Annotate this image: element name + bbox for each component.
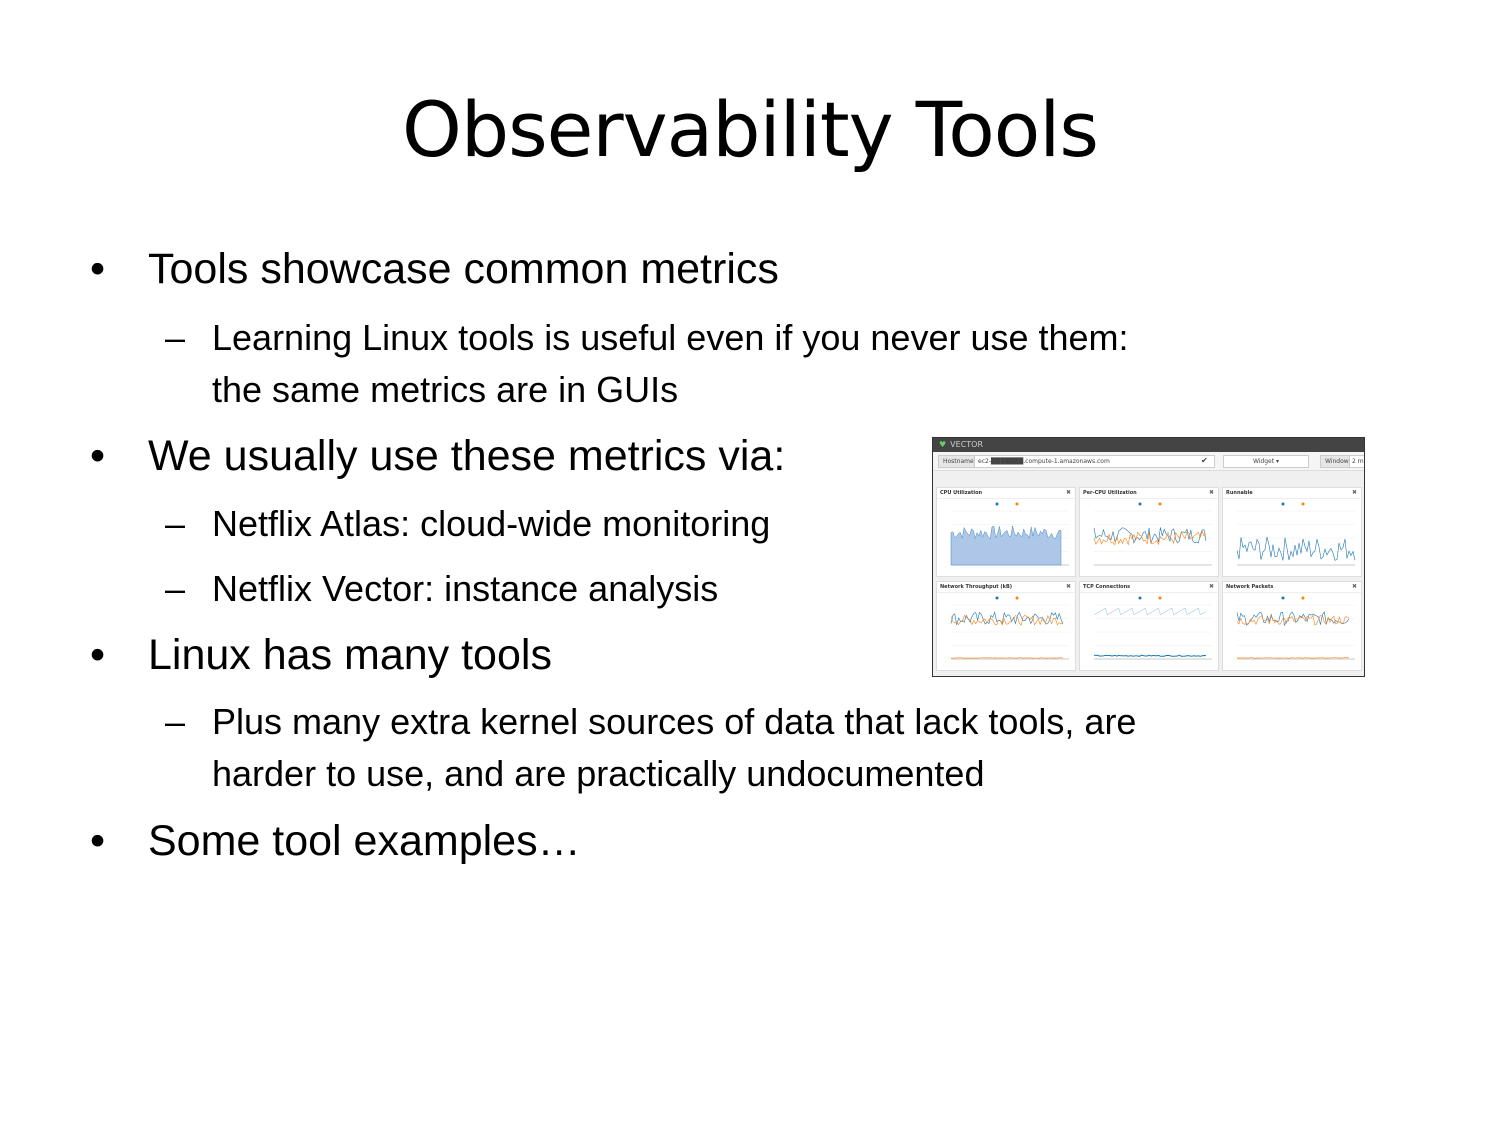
close-icon[interactable]: ✖ [1208, 583, 1214, 590]
legend-dot [1282, 597, 1285, 600]
panel-chart [1223, 499, 1361, 576]
line-series [951, 615, 1063, 625]
subbullet-text: the same metrics are in GUIs [212, 369, 679, 410]
subbullet-text: Netflix Vector: instance analysis [212, 568, 719, 609]
panel-title: CPU Utilization [940, 490, 983, 496]
line-series [1237, 658, 1349, 659]
bullet-text: We usually use these metrics via: [148, 432, 786, 480]
close-icon[interactable]: ✖ [1065, 489, 1071, 496]
slide-title: Observability Tools [402, 85, 1098, 174]
panel-network-throughput [936, 581, 1076, 671]
legend-dot [1159, 503, 1162, 506]
legend-dot [1159, 597, 1162, 600]
vector-header [933, 438, 1364, 452]
hostname-label: Hostname [938, 455, 979, 468]
dash-marker: – [165, 503, 186, 544]
panel-chart [937, 593, 1075, 670]
subbullet-text: Learning Linux tools is useful even if you never use them: [212, 317, 1129, 358]
legend-dot [996, 503, 999, 506]
legend-dot [1016, 503, 1019, 506]
widget-dropdown[interactable]: Widget ▾ [1223, 455, 1309, 468]
panel-chart [1080, 593, 1218, 670]
legend-dot [1139, 503, 1142, 506]
close-icon[interactable]: ✖ [1208, 489, 1214, 496]
legend-dot [1282, 503, 1285, 506]
dash-marker: – [165, 317, 186, 358]
vector-dashboard-screenshot [932, 437, 1365, 677]
panel-runnable [1222, 487, 1362, 577]
dash-marker: – [165, 701, 186, 742]
bullet-marker: • [90, 245, 106, 293]
panel-title: Runnable [1226, 490, 1253, 496]
bullet-text: Some tool examples… [148, 817, 581, 865]
close-icon[interactable]: ✖ [1351, 489, 1357, 496]
panel-chart [937, 499, 1075, 576]
panel-title: Network Packets [1226, 584, 1274, 590]
legend-dot [1302, 503, 1305, 506]
subbullet-text: Plus many extra kernel sources of data that lack tools, are [212, 701, 1137, 742]
panel-title: Per-CPU Utilization [1083, 490, 1137, 496]
panel-network-packets [1222, 581, 1362, 671]
dash-marker: – [165, 568, 186, 609]
line-series [1094, 608, 1206, 615]
check-icon[interactable]: ✔ [1201, 456, 1208, 465]
bullet-marker: • [90, 432, 106, 480]
window-input[interactable]: 2 m [1349, 455, 1365, 468]
panel-chart [1080, 499, 1218, 576]
legend-dot [1302, 597, 1305, 600]
panel-tcp-connections [1079, 581, 1219, 671]
line-series [1237, 537, 1355, 561]
hostname-input[interactable]: ec2-███████.compute-1.amazonaws.com [974, 455, 1215, 468]
panel-title: Network Throughput (kB) [940, 584, 1013, 590]
vector-toolbar [933, 452, 1364, 471]
subbullet-text: Netflix Atlas: cloud-wide monitoring [212, 503, 771, 544]
bullet-text: Linux has many tools [148, 631, 552, 679]
line-series [951, 658, 1063, 659]
panel-cpu-utilization [936, 487, 1076, 577]
window-label: Window [1320, 455, 1354, 468]
bullet-marker: • [90, 817, 106, 865]
close-icon[interactable]: ✖ [1351, 583, 1357, 590]
bullet-text: Tools showcase common metrics [148, 245, 779, 293]
line-series [1094, 655, 1206, 656]
panel-title: TCP Connections [1083, 584, 1131, 590]
vector-app-name: VECTOR [950, 440, 984, 449]
area-series [951, 526, 1061, 565]
vector-logo-icon: ♥ [939, 440, 947, 449]
close-icon[interactable]: ✖ [1065, 583, 1071, 590]
panel-per-cpu-utilization [1079, 487, 1219, 577]
legend-dot [1016, 597, 1019, 600]
bullet-marker: • [90, 631, 106, 679]
panel-chart [1223, 593, 1361, 670]
legend-dot [1139, 597, 1142, 600]
subbullet-text: harder to use, and are practically undocumented [212, 753, 985, 794]
legend-dot [996, 597, 999, 600]
